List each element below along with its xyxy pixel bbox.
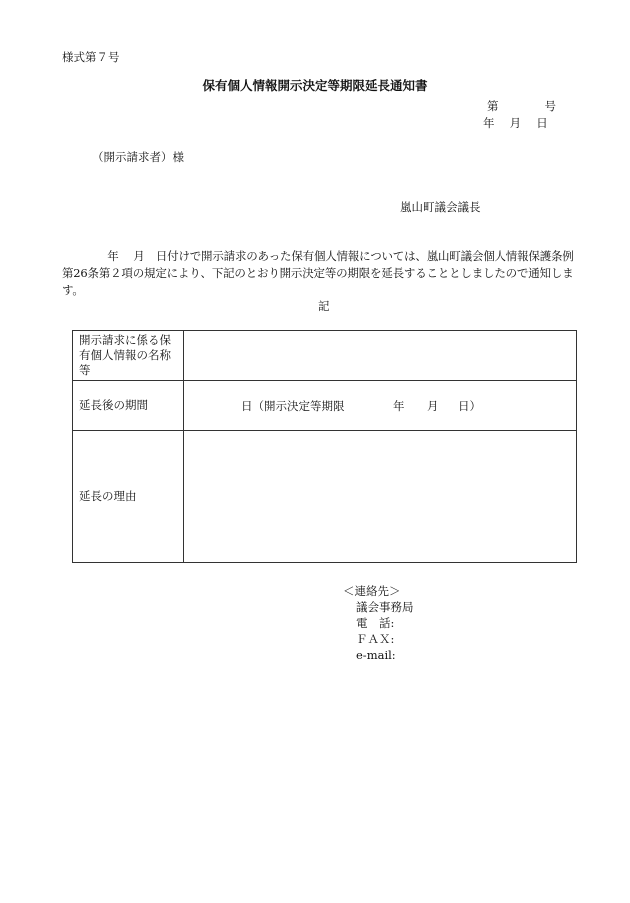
form-number: 様式第７号 (62, 50, 120, 64)
contact-fax: ＦＡＸ: (356, 632, 395, 646)
body-text: 年 月 日付けで開示請求のあった保有個人情報については、嵐山町議会個人情報保護条例第26条第２項の規定により、下記のとおり開示決定等の期限を延長することとしましたので通知します。 (62, 249, 574, 297)
period-month-text: 月 (427, 398, 439, 413)
info-name-value (184, 331, 577, 381)
contact-email: e-mail: (356, 648, 396, 662)
period-end-text: 日） (458, 398, 481, 413)
contact-phone: 電 話: (356, 616, 395, 630)
table-row (73, 331, 577, 381)
contact-office: 議会事務局 (356, 600, 414, 614)
period-year-text: 年 (393, 398, 405, 413)
ki-heading: 記 (318, 299, 330, 313)
extension-reason-value (184, 431, 577, 563)
period-day-text: 日（開示決定等期限 (241, 398, 345, 413)
extension-period-value (184, 381, 577, 431)
contact-heading: ＜連絡先＞ (343, 584, 401, 598)
contact-block (343, 583, 414, 663)
extension-reason-label: 延長の理由 (73, 431, 184, 563)
info-name-label: 開示請求に係る保有個人情報の名称等 (73, 331, 184, 381)
table-row (73, 431, 577, 563)
details-table (72, 330, 577, 563)
document-title: 保有個人情報開示決定等期限延長通知書 (202, 78, 428, 93)
extension-period-label: 延長後の期間 (73, 381, 184, 431)
document-number-line: 第 号 (487, 99, 556, 113)
date-line: 年 月 日 (483, 116, 548, 130)
table-row (73, 381, 577, 431)
sender: 嵐山町議会議長 (400, 200, 481, 214)
recipient: （開示請求者）様 (92, 150, 184, 164)
